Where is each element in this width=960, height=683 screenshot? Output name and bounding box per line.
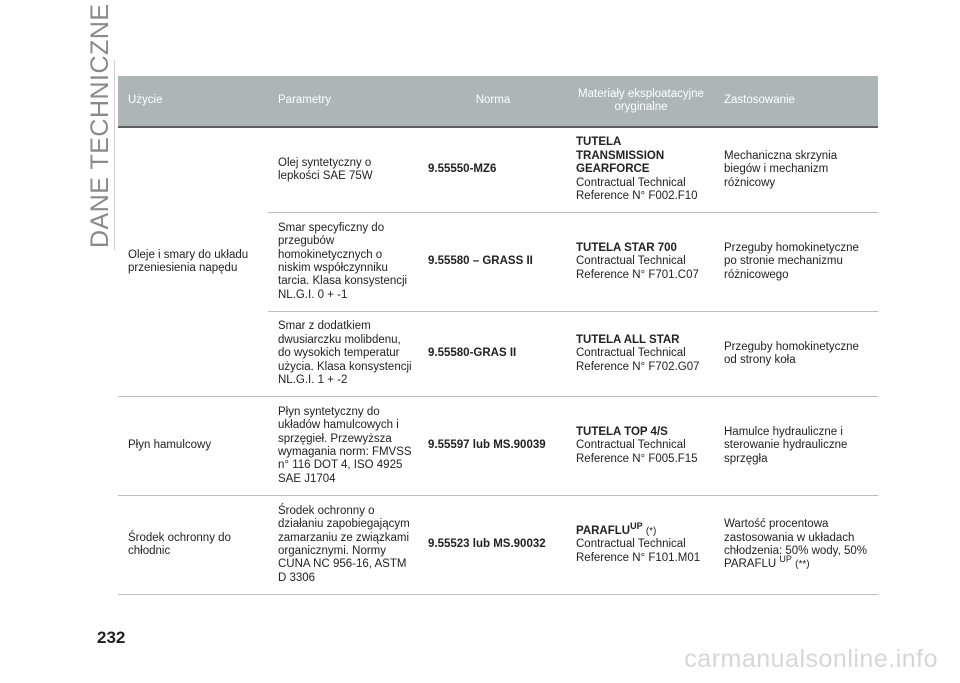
application-cell: Mechaniczna skrzynia biegów i mechanizm różnicowy [714,127,878,213]
product-name: TUTELA STAR 700 [576,241,677,254]
application-cell: Przeguby homokinetyczne od strony koła [714,312,878,397]
product-cell [566,213,714,312]
header-original: Materiały eksploatacyjne oryginalne [566,76,714,127]
application-note: (**) [795,559,810,571]
product-note: (*) [645,525,657,537]
product-reference: Contractual Technical Reference N° F701.C07 [576,255,699,281]
table-row [118,397,878,496]
header-application: Zastosowanie [714,76,878,127]
product-cell [566,127,714,213]
section-divider [114,60,115,250]
norm-cell: 9.55597 lub MS.90039 [418,397,566,496]
usage-cell: Płyn hamulcowy [118,397,268,496]
product-reference: Contractual Technical Reference N° F005.F15 [576,439,698,465]
header-usage: Użycie [118,76,268,127]
application-cell: Hamulce hydrauliczne i sterowanie hydrauliczne sprzęgła [714,397,878,496]
norm-cell: 9.55580 – GRASS II [418,213,566,312]
table-header-row [118,76,878,127]
usage-cell: Środek ochronny do chłodnic [118,496,268,595]
norm-cell: 9.55523 lub MS.90032 [418,496,566,595]
product-cell [566,397,714,496]
section-title: DANE TECHNICZNE [86,3,114,248]
product-name: PARAFLU [576,524,631,537]
params-cell: Smar specyficzny do przegubów homokinetycznych o niskim współczynniku tarcia. Klasa konsystencji NL.G.I. 0 + -1 [268,213,418,312]
norm-cell: 9.55580-GRAS II [418,312,566,397]
product-name-line [576,521,708,538]
application-cell: Przeguby homokinetyczne po stronie mechanizmu różnicowego [714,213,878,312]
application-superscript: UP [779,554,792,565]
product-superscript: UP [630,521,643,532]
usage-cell: Oleje i smary do układu przeniesienia napędu [118,127,268,397]
product-name: TUTELA ALL STAR [576,333,680,346]
product-reference: Contractual Technical Reference N° F101.M01 [576,538,701,564]
params-cell: Płyn syntetyczny do układów hamulcowych i sprzęgieł. Przewyższa wymagania norm: FMVSS n° 116 DOT 4, ISO 4925 SAE J1704 [268,397,418,496]
product-reference: Contractual Technical Reference N° F702.G07 [576,347,700,373]
application-cell [714,496,878,595]
params-cell: Środek ochronny o działaniu zapobiegającym zamarzaniu ze związkami organicznymi. Normy CUNA NC 956-16, ASTM D 3306 [268,496,418,595]
watermark: carmanualsonline.info [684,645,938,673]
product-name: TUTELA TRANSMISSION GEARFORCE [576,136,665,176]
table-row [118,127,878,213]
product-cell [566,496,714,595]
product-cell [566,312,714,397]
norm-cell: 9.55550-MZ6 [418,127,566,213]
params-cell: Olej syntetyczny o lepkości SAE 75W [268,127,418,213]
header-norm: Norma [418,76,566,127]
application-text: Wartość procentowa zastosowania w układach chłodzenia: 50% wody, 50% PARAFLU [724,518,867,571]
product-reference: Contractual Technical Reference N° F002.F10 [576,176,698,203]
table-row [118,496,878,595]
header-params: Parametry [268,76,418,127]
page-number: 232 [97,628,126,647]
params-cell: Smar z dodatkiem dwusiarczku molibdenu, do wysokich temperatur użycia. Klasa konsystencji NL.G.I. 1 + -2 [268,312,418,397]
lubricants-table [118,76,878,595]
product-name: TUTELA TOP 4/S [576,425,668,438]
